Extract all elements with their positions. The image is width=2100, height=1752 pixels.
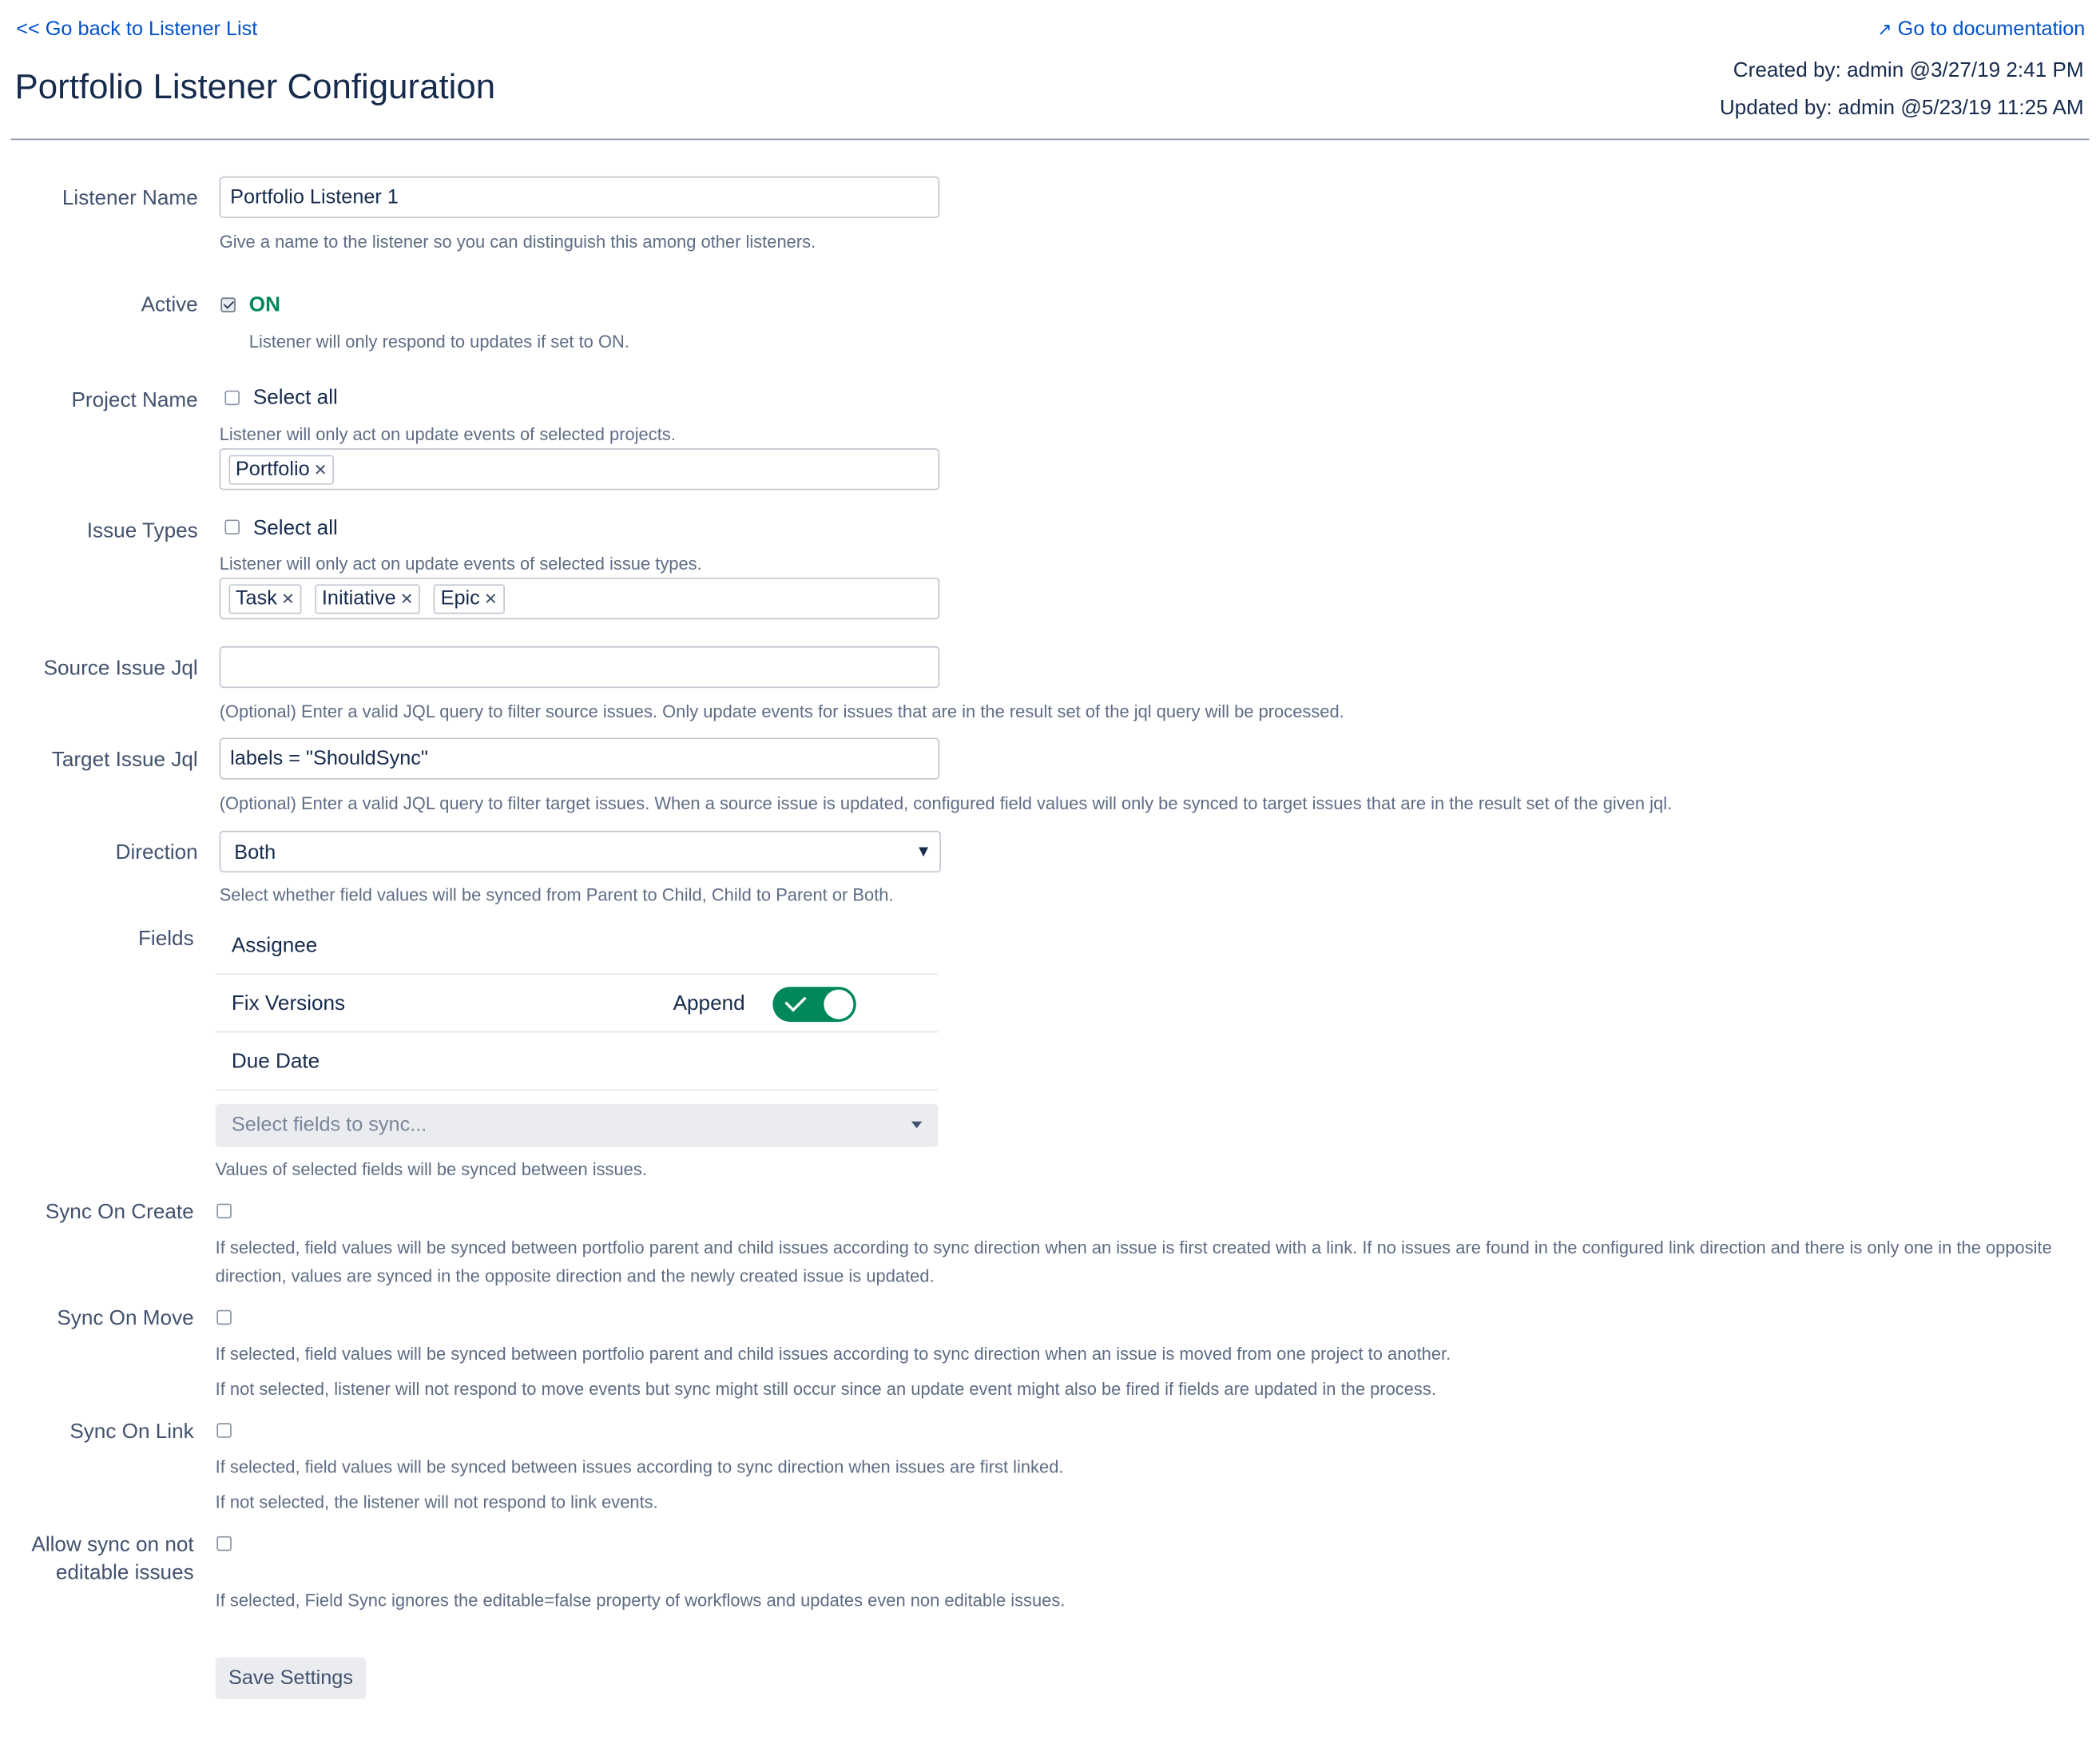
issue-types-label: Issue Types (86, 519, 198, 543)
project-name-help: Listener will only act on update events of selected projects. (219, 423, 676, 445)
project-multiselect[interactable] (220, 448, 940, 490)
issue-types-multiselect[interactable] (220, 578, 940, 619)
target-jql-help: (Optional) Enter a valid JQL query to filter target issues. When a source issue is updated, configured field values will only be synced to target issues that are in the result set of the given jql. (219, 793, 1673, 813)
chip-label: Initiative (321, 586, 396, 610)
fields-label: Fields (137, 928, 194, 951)
issue-types-help: Listener will only act on update events of selected issue types. (219, 553, 702, 574)
remove-chip-icon[interactable]: ✕ (483, 590, 498, 609)
external-arrow-icon: ↗ (1877, 18, 1892, 39)
issue-type-chip (228, 584, 301, 614)
field-row-assignee (216, 918, 939, 975)
dropdown-arrow-icon: ▼ (915, 841, 932, 860)
allow-not-editable-label: Allow sync on not (31, 1533, 194, 1557)
sync-on-move-checkbox[interactable] (216, 1310, 232, 1325)
field-name: Due Date (231, 1050, 320, 1074)
sync-on-move-label: Sync On Move (57, 1307, 194, 1330)
sync-on-link-help-2: If not selected, the listener will not respond to link events. (215, 1492, 658, 1512)
chip-label: Task (235, 586, 277, 610)
append-label: Append (673, 991, 745, 1015)
sync-on-create-checkbox[interactable] (216, 1204, 232, 1219)
allow-not-editable-label-2: editable issues (55, 1561, 194, 1585)
created-by-text: Created by: admin @3/27/19 2:41 PM (1733, 59, 2084, 82)
remove-chip-icon[interactable]: ✕ (280, 590, 295, 609)
direction-value: Both (234, 841, 276, 864)
sync-on-link-help: If selected, field values will be synced between issues according to sync direction when issues are first linked. (215, 1456, 1064, 1477)
chip-label: Epic (440, 586, 480, 610)
listener-name-label: Listener Name (62, 187, 198, 210)
check-icon (784, 990, 806, 1011)
chip-label: Portfolio (235, 457, 310, 481)
sync-on-move-help-2: If not selected, listener will not respond to move events but sync might still occur since an update event might also be fired if fields are updated in the process. (215, 1378, 1436, 1399)
project-chip (228, 455, 334, 485)
target-jql-input[interactable] (220, 737, 940, 779)
direction-select[interactable] (220, 831, 941, 872)
project-name-label: Project Name (71, 389, 198, 412)
field-name: Fix Versions (231, 991, 346, 1015)
issue-type-chip (434, 584, 504, 614)
listener-name-help: Give a name to the listener so you can distinguish this among other listeners. (219, 231, 816, 252)
updated-by-text: Updated by: admin @5/23/19 11:25 AM (1719, 97, 2084, 120)
fields-help: Values of selected fields will be synced between issues. (215, 1158, 647, 1180)
back-to-list-link[interactable]: << Go back to Listener List (16, 17, 258, 41)
listener-name-input[interactable] (220, 177, 940, 218)
documentation-link[interactable] (1877, 18, 2085, 41)
target-jql-label: Target Issue Jql (51, 748, 198, 772)
sync-on-create-label: Sync On Create (45, 1201, 194, 1224)
sync-on-create-help-2: direction, values are synced in the opposite direction and the newly created issue is updated. (215, 1265, 935, 1286)
source-jql-help: (Optional) Enter a valid JQL query to filter source issues. Only update events for issues that are in the result set of the jql query will be processed. (219, 701, 1344, 722)
header-divider (10, 139, 2089, 141)
allow-not-editable-help: If selected, Field Sync ignores the editable=false property of workflows and updates even non editable issues. (215, 1590, 1066, 1611)
issue-types-select-all-label: Select all (252, 517, 338, 540)
append-toggle[interactable] (772, 987, 855, 1022)
field-name: Assignee (231, 934, 318, 958)
sync-on-move-help: If selected, field values will be synced between portfolio parent and child issues according to sync direction when an issue is moved from one project to another. (215, 1343, 1451, 1365)
project-select-all-checkbox[interactable] (224, 391, 240, 406)
source-jql-label: Source Issue Jql (43, 657, 198, 681)
active-checkbox[interactable] (220, 297, 236, 312)
allow-not-editable-checkbox[interactable] (216, 1536, 232, 1551)
project-select-all-label: Select all (252, 386, 338, 410)
direction-label: Direction (115, 841, 198, 864)
remove-chip-icon[interactable]: ✕ (313, 460, 328, 479)
documentation-link-label: Go to documentation (1897, 17, 2086, 41)
page-title: Portfolio Listener Configuration (14, 66, 496, 107)
sync-on-link-label: Sync On Link (69, 1420, 194, 1444)
sync-on-create-help: If selected, field values will be synced between portfolio parent and child issues according to sync direction when an issue is first created with a link. If no issues are found in the configured link direction and there is only one in the opposite (215, 1237, 2052, 1257)
fields-select-placeholder: Select fields to sync... (231, 1113, 427, 1137)
remove-chip-icon[interactable]: ✕ (399, 590, 414, 609)
sync-on-link-checkbox[interactable] (216, 1423, 232, 1438)
issue-types-select-all-checkbox[interactable] (224, 519, 240, 534)
direction-help: Select whether field values will be synced from Parent to Child, Child to Parent or Both. (219, 884, 894, 905)
source-jql-input[interactable] (220, 646, 940, 688)
caret-down-icon (911, 1122, 922, 1128)
fields-select[interactable] (216, 1104, 939, 1147)
field-row-due-date (216, 1034, 939, 1091)
toggle-knob (824, 990, 853, 1019)
field-row-fix-versions (216, 976, 939, 1033)
save-settings-button[interactable]: Save Settings (216, 1657, 367, 1698)
active-help: Listener will only respond to updates if set to ON. (248, 331, 629, 352)
issue-type-chip (315, 584, 420, 614)
active-status: ON (248, 293, 280, 317)
active-label: Active (141, 293, 198, 317)
